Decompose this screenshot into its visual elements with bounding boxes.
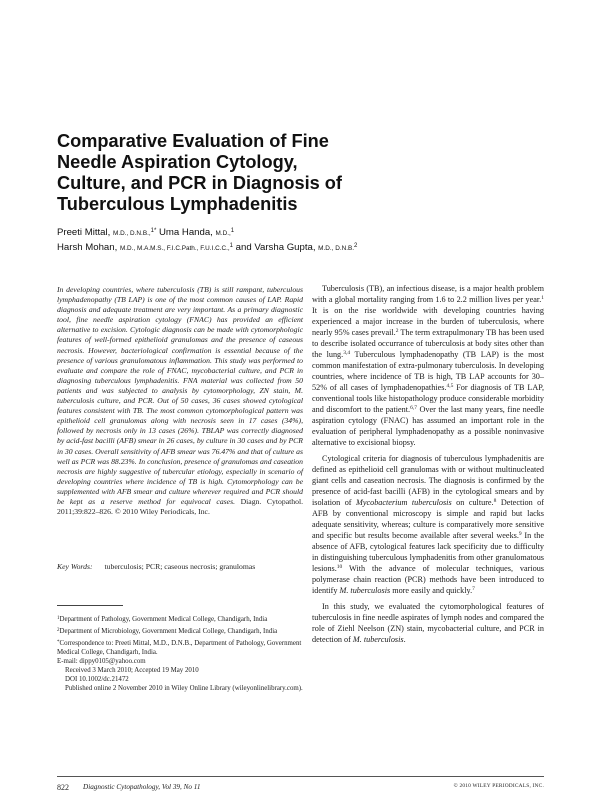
footnote-text: Department of Pathology, Government Medical College, Chandigarh, India (59, 616, 268, 623)
text-run: Over the last many years, fine needle aspiration cytology (FNAC) has assumed an important role in the evaluation of peripheral lymphadenopathy as a possible noninvasive alternative to excisional biopsy. (312, 405, 544, 447)
footnote-published: Published online 2 November 2010 in Wiley Online Library (wileyonlinelibrary.com). (65, 685, 303, 692)
title-line: Culture, and PCR in Diagnosis of (57, 173, 342, 193)
body-paragraph (312, 283, 544, 448)
citation-ref: 4,5 (446, 383, 454, 389)
text-run: more easily and quickly. (390, 586, 473, 595)
citation-ref: 3,4 (343, 350, 351, 356)
keywords-text: tuberculosis; PCR; caseous necrosis; granulomas (104, 562, 256, 571)
author-name: Preeti Mittal, (57, 227, 111, 238)
footer-rule (57, 776, 544, 777)
text-run: In this study, we evaluated the cytomorphological features of tuberculosis in fine needle aspirates of lymph nodes and compared the role of Ziehl Neelson (ZN) stain, mycobacterial culture, and PCR in detection of (312, 602, 544, 644)
text-run: Tuberculous lymphadenopathy (TB LAP) is the most common manifestation of extra-pulmonary tuberculosis. In developing countries, where incidence of TB is high, TB LAP accounts for 30–52% of all cases of lymphadenopathies. (312, 350, 544, 392)
footnote-received: Received 3 March 2010; Accepted 19 May 2010 (65, 667, 199, 674)
keywords (57, 562, 303, 572)
title-line: Tuberculous Lymphadenitis (57, 194, 298, 214)
footnote-mark: 1 (57, 616, 60, 621)
author-affiliation-mark: 1 (230, 228, 235, 234)
journal-reference: Diagnostic Cytopathology, Vol 39, No 11 (83, 783, 201, 791)
text-run: Detection of AFB by conventional microscopy is simple and rapid but lacks adequate sensitivity, whereas; culture is comparatively more sensitive and specific but results become available after several weeks. (312, 498, 545, 540)
text-run: In the absence of AFB, cytological features lack specificity due to difficulty in distinguishing tuberculous lymphadenitis from other granulomatous lesions. (312, 531, 545, 573)
text-run: For diagnosis of TB LAP, conventional tools like histopathology produce considerable morbidity and discomfort to the patient. (312, 383, 544, 414)
author-degrees: M.D., D.N.B., (113, 230, 151, 237)
body-paragraph (312, 601, 544, 645)
footnote-affiliation (57, 615, 303, 624)
citation-ref: 10 (336, 564, 343, 570)
abstract-body: In developing countries, where tuberculosis (TB) is still rampant, tuberculous lymphadenopathy (TB LAP) is one of the most common causes of LAP. Rapid diagnosis and adequate treatment are very important. As a primary diagnostic tool, fine needle aspiration cytology (FNAC) has provided an efficient alternative to excision. Cytologic diagnosis can be made with cytomorphologic features of well-formed epithelioid granulomas and the presence of caseous necrosis. However, bacteriological confirmation is essential because of the presence of various granulomatous inflammation. This study was performed to evaluate and compare the role of FNAC, mycobacterial culture, and PCR in diagnosing tuberculous lymphadenitis. FNA material was collected from 50 patients and was subjected to analysis by cytomorphology, ZN stain, M. tuberculosis culture, and PCR. Out of 50 cases, 36 cases showed cytological features consistent with TB. The most common cytomorphological pattern was epithelioid cell granulomas along with necrosis seen in 17 cases (34%), followed by necrosis only in 13 cases (26%). TBLAP was correctly diagnosed by acid-fast bacilli (AFB) smear in 26 cases, by culture in 30 cases and by PCR in 30 cases. Overall sensitivity of AFB smear was 76.47% and that of culture as well as PCR was 88.23%. In conclusion, presence of granulomas and caseation necrosis are highly suggestive of tubercular etiology, especially in scenario of developing countries where incidence of TB is high. Cytomorphology can be supplemented with AFB smear and culture wherever required and PCR should be kept as a reserve method for equivocal cases. (57, 285, 303, 506)
page-footer (57, 783, 544, 793)
text-run: Cytological criteria for diagnosis of tuberculous lymphadenitis are defined as epithelioid cell granulomas with or without multinucleated giant cells and caseation necrosis. The diagnosis is confirmed by the presence of acid-fast bacilli (AFB) in the cytological smears and by isolation of (312, 454, 544, 507)
text-run: . (403, 635, 406, 644)
footer-copyright: © 2010 WILEY PERIODICALS, INC. (453, 783, 544, 789)
author-line (57, 241, 557, 256)
citation-ref: 9 (518, 531, 522, 537)
text-run: Tuberculosis (TB), an infectious disease, is a major health problem with a global mortality ranging from 1.6 to 2.2 million lives per year. (312, 284, 544, 304)
species-name: M. tuberculosis (352, 635, 404, 644)
footnote-mark: 2 (57, 628, 60, 633)
abstract-citation: Diagn. Cytopathol. 2011;39:822–826. (57, 496, 304, 517)
footnote-mark: * (57, 640, 60, 645)
footnote-affiliation (57, 627, 303, 636)
citation-ref: 2 (395, 328, 399, 334)
abstract (57, 285, 303, 517)
text-run: The term extrapulmonary TB has been used to describe isolated occurrance of tuberculosis at body sites other than the lung. (312, 328, 544, 359)
footnote-email[interactable]: E-mail: dippy0105@yahoo.com (57, 658, 146, 665)
footnote-text: Correspondence to: Preeti Mittal, M.D., D.N.B., Department of Pathology, Government Medical College, Chandigarh, India. (57, 640, 302, 656)
citation-ref: 6,7 (410, 405, 417, 411)
footnote-text: Department of Microbiology, Government Medical College, Chandigarh, India (59, 628, 278, 635)
footnote-divider (57, 605, 123, 606)
abstract-copyright: © 2010 Wiley Periodicals, Inc. (114, 507, 210, 517)
species-name: Mycobacterium tuberculosis (356, 498, 452, 507)
text-run: With the advance of molecular techniques, various polymerase chain reaction (PCR) methods have been introduced to identify (312, 564, 544, 595)
text-run: It is on the rise worldwide with developing countries having experienced a major increase in the burden of tuberculosis, where nearly 95% cases prevail. (312, 306, 544, 337)
citation-ref: 8 (493, 498, 497, 504)
keywords-label: Key Words: (57, 562, 93, 571)
footnotes (57, 615, 303, 693)
author-name: and Varsha Gupta, (235, 242, 316, 253)
author-name: Uma Handa, (158, 227, 213, 238)
body-text (312, 283, 544, 645)
title-line: Needle Aspiration Cytology, (57, 152, 298, 172)
page-number: 822 (57, 783, 69, 792)
author-degrees: M.D., M.A.M.S., F.I.C.Path., F.U.I.C.C., (119, 245, 230, 252)
author-affiliation-mark: 1 (229, 243, 233, 249)
author-line (57, 226, 557, 241)
author-degrees: M.D., (215, 230, 231, 237)
title-line: Comparative Evaluation of Fine (57, 131, 329, 151)
body-paragraph (312, 453, 544, 596)
citation-ref: 1 (541, 295, 544, 301)
footnote-correspondence (57, 639, 303, 657)
article-title (57, 131, 537, 215)
author-degrees: M.D., D.N.B. (318, 245, 355, 252)
author-affiliation-mark: 1* (150, 228, 157, 234)
species-name: M. tuberculosis (339, 586, 391, 595)
abstract-text (57, 285, 303, 517)
text-run: on culture. (451, 498, 494, 507)
author-name: Harsh Mohan, (57, 242, 118, 253)
citation-ref: 7 (472, 586, 475, 592)
footnote-doi: DOI 10.1002/dc.21472 (65, 676, 129, 683)
author-list (57, 226, 557, 256)
author-affiliation-mark: 2 (354, 243, 358, 249)
